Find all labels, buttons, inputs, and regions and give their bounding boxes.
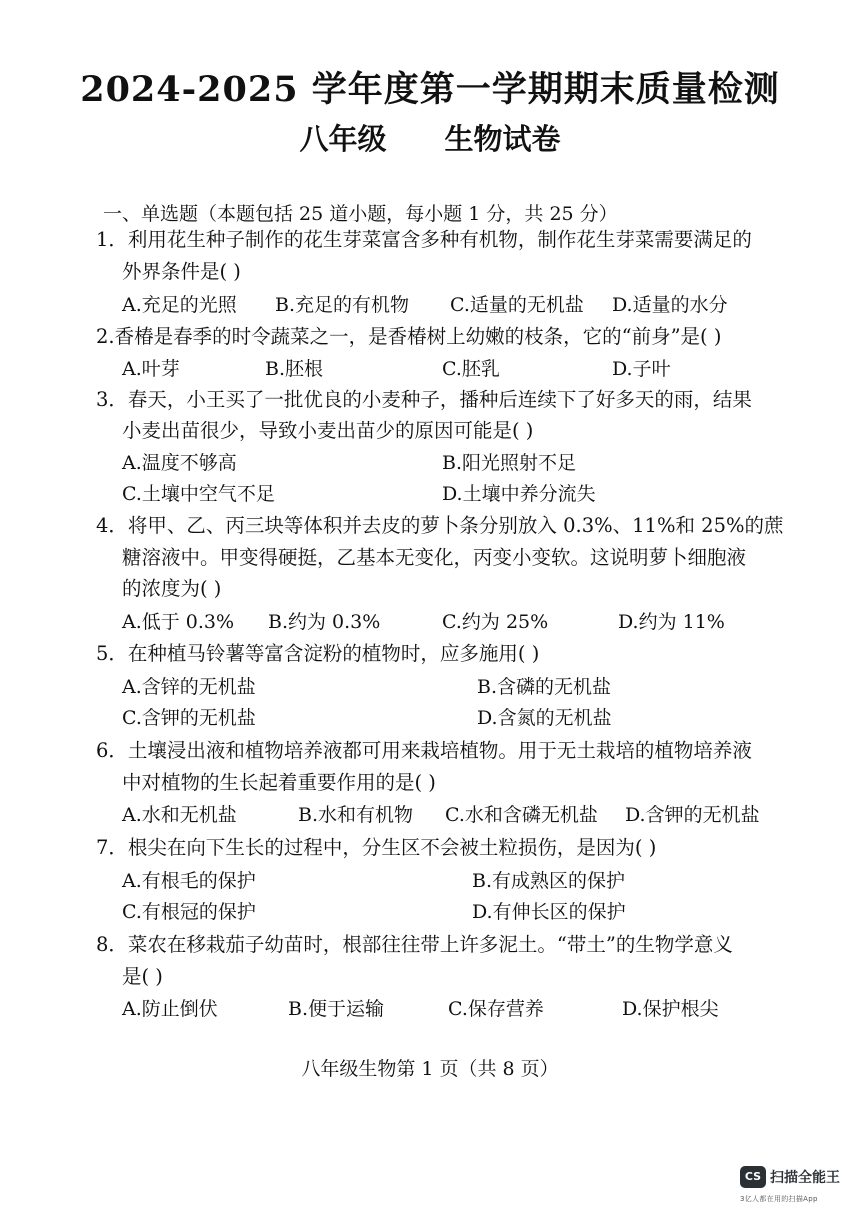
question-3-option-d: D.土壤中养分流失 bbox=[442, 483, 596, 505]
watermark-brand: 扫描全能王 bbox=[770, 1170, 840, 1186]
question-4-line-1: 4．将甲、乙、丙三块等体积并去皮的萝卜条分别放入 0.3%、11%和 25%的蔗 bbox=[96, 514, 784, 537]
question-5-option-d: D.含氮的无机盐 bbox=[477, 707, 612, 729]
question-7-option-b: B.有成熟区的保护 bbox=[472, 870, 626, 892]
question-2-option-d: D.子叶 bbox=[612, 358, 671, 380]
question-4-line-2: 糖溶液中。甲变得硬挺，乙基本无变化，丙变小变软。这说明萝卜细胞液 bbox=[122, 546, 747, 569]
question-3-option-c: C.土壤中空气不足 bbox=[122, 483, 275, 505]
question-2-line-1: 2.香椿是春季的时令蔬菜之一，是香椿树上幼嫩的枝条，它的“前身”是( ) bbox=[96, 325, 722, 348]
subject-label: 生物试卷 bbox=[444, 122, 561, 156]
question-3-option-a: A.温度不够高 bbox=[122, 452, 237, 474]
question-1-option-b: B.充足的有机物 bbox=[275, 294, 410, 316]
question-7-option-a: A.有根毛的保护 bbox=[122, 870, 256, 892]
question-5-option-a: A.含锌的无机盐 bbox=[122, 676, 256, 698]
question-5-option-c: C.含钾的无机盐 bbox=[122, 707, 256, 729]
section-heading: 一、单选题（本题包括 25 道小题，每小题 1 分，共 25 分） bbox=[103, 203, 618, 225]
scanner-watermark bbox=[740, 1164, 852, 1208]
question-8-line-2: 是( ) bbox=[122, 965, 163, 988]
question-3-line-1: 3．春天，小王买了一批优良的小麦种子，播种后连续下了好多天的雨，结果 bbox=[96, 388, 752, 411]
question-1-option-a: A.充足的光照 bbox=[122, 294, 237, 316]
question-4-option-d: D.约为 11% bbox=[618, 611, 725, 633]
question-6-option-d: D.含钾的无机盐 bbox=[625, 804, 760, 826]
question-2-option-c: C.胚乳 bbox=[442, 358, 500, 380]
question-5-option-b: B.含磷的无机盐 bbox=[477, 676, 612, 698]
question-8-line-1: 8．菜农在移栽茄子幼苗时，根部往往带上许多泥土。“带土”的生物学意义 bbox=[96, 933, 733, 956]
question-8-option-a: A.防止倒伏 bbox=[122, 998, 218, 1020]
question-8-option-d: D.保护根尖 bbox=[622, 998, 719, 1020]
camscanner-logo-icon: CS bbox=[740, 1166, 766, 1188]
question-2-option-a: A.叶芽 bbox=[122, 358, 180, 380]
question-6-option-a: A.水和无机盐 bbox=[122, 804, 237, 826]
question-6-option-b: B.水和有机物 bbox=[298, 804, 414, 826]
question-4-option-c: C.约为 25% bbox=[442, 611, 549, 633]
question-3-option-b: B.阳光照射不足 bbox=[442, 452, 577, 474]
question-4-option-a: A.低于 0.3% bbox=[122, 611, 235, 633]
question-8-option-c: C.保存营养 bbox=[448, 998, 544, 1020]
question-1-line-2: 外界条件是( ) bbox=[122, 260, 241, 283]
question-7-option-c: C.有根冠的保护 bbox=[122, 901, 256, 923]
watermark-tagline: 3亿人都在用的扫描App bbox=[740, 1195, 818, 1203]
question-7-line-1: 7．根尖在向下生长的过程中，分生区不会被土粒损伤，是因为( ) bbox=[96, 836, 657, 859]
exam-title: 2024-2025 学年度第一学期期末质量检测 bbox=[80, 69, 780, 110]
question-5-line-1: 5．在种植马铃薯等富含淀粉的植物时，应多施用( ) bbox=[96, 642, 540, 665]
question-6-line-2: 中对植物的生长起着重要作用的是( ) bbox=[122, 771, 436, 794]
question-8-option-b: B.便于运输 bbox=[288, 998, 385, 1020]
question-2-option-b: B.胚根 bbox=[265, 358, 324, 380]
question-1-option-c: C.适量的无机盐 bbox=[450, 294, 584, 316]
page-footer: 八年级生物第 1 页（共 8 页） bbox=[301, 1058, 559, 1080]
question-7-option-d: D.有伸长区的保护 bbox=[472, 901, 626, 923]
grade-label: 八年级 bbox=[299, 122, 387, 156]
question-3-line-2: 小麦出苗很少，导致小麦出苗少的原因可能是( ) bbox=[122, 419, 534, 442]
question-4-option-b: B.约为 0.3% bbox=[268, 611, 381, 633]
question-6-line-1: 6．土壤浸出液和植物培养液都可用来栽培植物。用于无土栽培的植物培养液 bbox=[96, 739, 752, 762]
question-1-line-1: 1．利用花生种子制作的花生芽菜富含多种有机物，制作花生芽菜需要满足的 bbox=[96, 228, 752, 251]
question-6-option-c: C.水和含磷无机盐 bbox=[445, 804, 598, 826]
exam-subtitle bbox=[0, 117, 860, 158]
question-4-line-3: 的浓度为( ) bbox=[122, 577, 222, 600]
question-1-option-d: D.适量的水分 bbox=[612, 294, 728, 316]
